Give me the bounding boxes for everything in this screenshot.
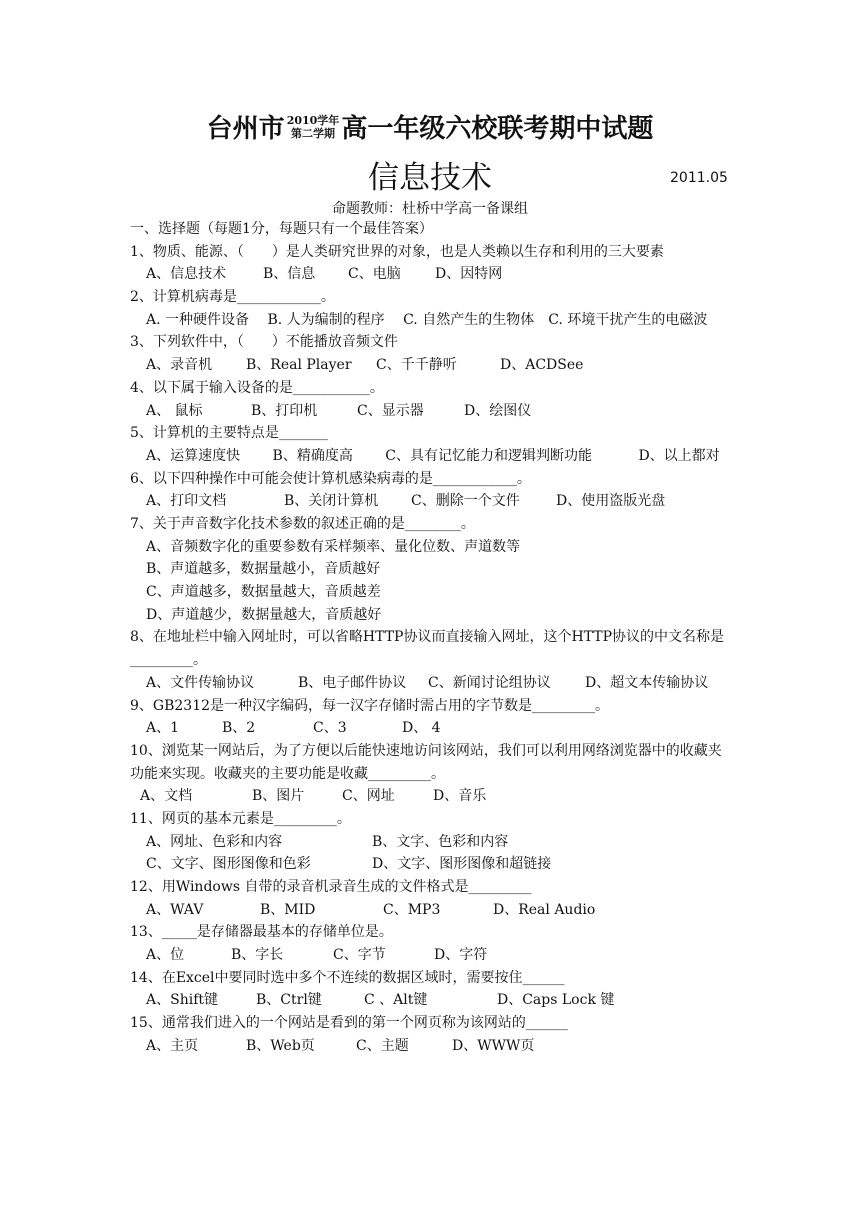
option-a: A、 鼠标 <box>146 402 203 419</box>
question-stem: 12、用Windows 自带的录音机录音生成的文件格式是_________ <box>130 879 532 896</box>
option-row <box>130 899 734 922</box>
option-row <box>130 1035 734 1058</box>
option-b: B、声道越多，数据量越小，音质越好 <box>146 561 381 578</box>
option-c: C、网址 <box>342 788 395 805</box>
option-row <box>130 989 734 1012</box>
option-row <box>130 490 734 513</box>
question-stem: 2、计算机病毒是____________。 <box>130 289 335 306</box>
option-b: B、信息 <box>263 266 316 283</box>
option-a: A、信息技术 <box>146 266 227 283</box>
option-a: A、网址、色彩和内容 <box>146 833 283 850</box>
option-b: B、打印机 <box>251 402 318 419</box>
section-heading: 一、选择题（每题1分，每题只有一个最佳答案） <box>130 221 433 237</box>
option-a: A、文档 <box>140 788 193 805</box>
option-b: B、2 <box>222 720 256 737</box>
question-stem: 13、_____是存储器最基本的存储单位是。 <box>130 924 393 941</box>
option-b: B、字长 <box>231 947 284 964</box>
option-d: D、Real Audio <box>493 901 596 918</box>
option-b: B、文字、色彩和内容 <box>372 833 509 850</box>
option-row: A. 一种硬件设备 B. 人为编制的程序 C. 自然产生的生物体 C. 环境干扰产生的电磁波 <box>146 311 708 328</box>
option-d: D、声道越少，数据量越大，音质越好 <box>146 606 382 623</box>
option-row <box>130 354 734 377</box>
option-a: A、文件传输协议 <box>146 674 255 691</box>
option-a: A、Shift键 <box>146 992 219 1009</box>
option-c: C、显示器 <box>357 402 424 419</box>
question-stem: 1、物质、能源、（ ）是人类研究世界的对象，也是人类赖以生存和利用的三大要素 <box>130 243 664 260</box>
option-a: A、WAV <box>146 901 204 918</box>
option-b: B、Web页 <box>246 1037 315 1054</box>
question-stem: 8、在地址栏中输入网址时，可以省略HTTP协议而直接输入网址，这个HTTP协议的中文名称是_________。 <box>130 629 725 669</box>
option-a: A、位 <box>146 947 185 964</box>
question-stem: 9、GB2312是一种汉字编码，每一汉字存储时需占用的字节数是_________。 <box>130 697 610 714</box>
option-b: B、电子邮件协议 <box>298 674 407 691</box>
option-row <box>130 944 734 967</box>
option-d: D、音乐 <box>433 788 487 805</box>
option-b: B、MID <box>260 901 316 918</box>
option-d: D、绘图仪 <box>464 402 532 419</box>
title-main: 高一年级六校联考期中试题 <box>341 114 654 144</box>
option-c: C 、Alt键 <box>364 992 428 1009</box>
option-b: B、关闭计算机 <box>284 493 379 510</box>
option-d: D、字符 <box>434 947 488 964</box>
option-c: C、新闻讨论组协议 <box>428 674 551 691</box>
option-row <box>130 831 734 854</box>
title-city: 台州市 <box>206 114 285 144</box>
question-stem: 3、下列软件中，（ ）不能播放音频文件 <box>130 334 398 351</box>
title-term: 第二学期 <box>291 126 335 140</box>
option-d: D、文字、图形图像和超链接 <box>372 856 552 873</box>
exam-date: 2011.05 <box>670 170 728 186</box>
option-d: D、因特网 <box>435 266 503 283</box>
title-year-stack <box>287 114 340 140</box>
option-c: C、MP3 <box>383 901 441 918</box>
option-c: C、3 <box>313 720 347 737</box>
option-d: D、使用盗版光盘 <box>556 493 666 510</box>
option-b: B、Ctrl键 <box>256 992 322 1009</box>
option-row <box>130 785 734 808</box>
question-stem: 11、网页的基本元素是_________。 <box>130 810 351 827</box>
question-stem: 15、通常我们进入的一个网站是看到的第一个网页称为该网站的______ <box>130 1015 568 1032</box>
option-d: D、超文本传输协议 <box>585 674 709 691</box>
subject-heading: 信息技术 <box>368 160 492 196</box>
option-b: B、图片 <box>252 788 305 805</box>
option-row <box>130 400 734 423</box>
option-c: C、删除一个文件 <box>411 493 520 510</box>
option-c: C、声道越多，数据量越大，音质越差 <box>146 584 381 601</box>
option-row: A、运算速度快 B、精确度高 C、具有记忆能力和逻辑判断功能 D、以上都对 <box>146 447 720 464</box>
author-line: 命题教师：杜桥中学高一备课组 <box>332 201 528 217</box>
option-a: A、音频数字化的重要参数有采样频率、量化位数、声道数等 <box>146 538 521 555</box>
option-c: C、字节 <box>333 947 386 964</box>
question-stem: 4、以下属于输入设备的是___________。 <box>130 379 384 396</box>
option-d: D、 4 <box>402 720 441 737</box>
question-stem: 10、浏览某一网站后，为了方便以后能快速地访问该网站，我们可以利用网络浏览器中的收藏夹功能来实现。收藏夹的主要功能是收藏_________。 <box>130 742 722 782</box>
question-stem: 14、在Excel中要同时选中多个不连续的数据区域时，需要按住______ <box>130 969 565 986</box>
question-stem: 7、关于声音数字化技术参数的叙述正确的是________。 <box>130 515 475 532</box>
title-year: 2010学年 <box>286 113 340 127</box>
option-row <box>130 672 734 695</box>
option-c: C、千千静听 <box>376 357 457 374</box>
option-c: C、电脑 <box>348 266 401 283</box>
option-a: A、打印文档 <box>146 493 227 510</box>
option-c: C、文字、图形图像和色彩 <box>146 856 311 873</box>
option-row <box>130 853 734 876</box>
option-row <box>130 717 734 740</box>
question-stem: 5、计算机的主要特点是_______ <box>130 425 328 442</box>
exam-title <box>0 108 860 145</box>
option-d: D、WWW页 <box>452 1037 535 1054</box>
question-list <box>130 218 734 1058</box>
option-a: A、录音机 <box>146 357 213 374</box>
option-d: D、Caps Lock 键 <box>497 992 615 1009</box>
option-c: C、主题 <box>356 1037 409 1054</box>
option-d: D、ACDSee <box>500 357 584 374</box>
option-b: B、Real Player <box>246 357 352 374</box>
option-a: A、主页 <box>146 1037 199 1054</box>
option-a: A、1 <box>146 720 180 737</box>
option-row <box>130 263 734 286</box>
question-stem: 6、以下四种操作中可能会使计算机感染病毒的是____________。 <box>130 470 531 487</box>
